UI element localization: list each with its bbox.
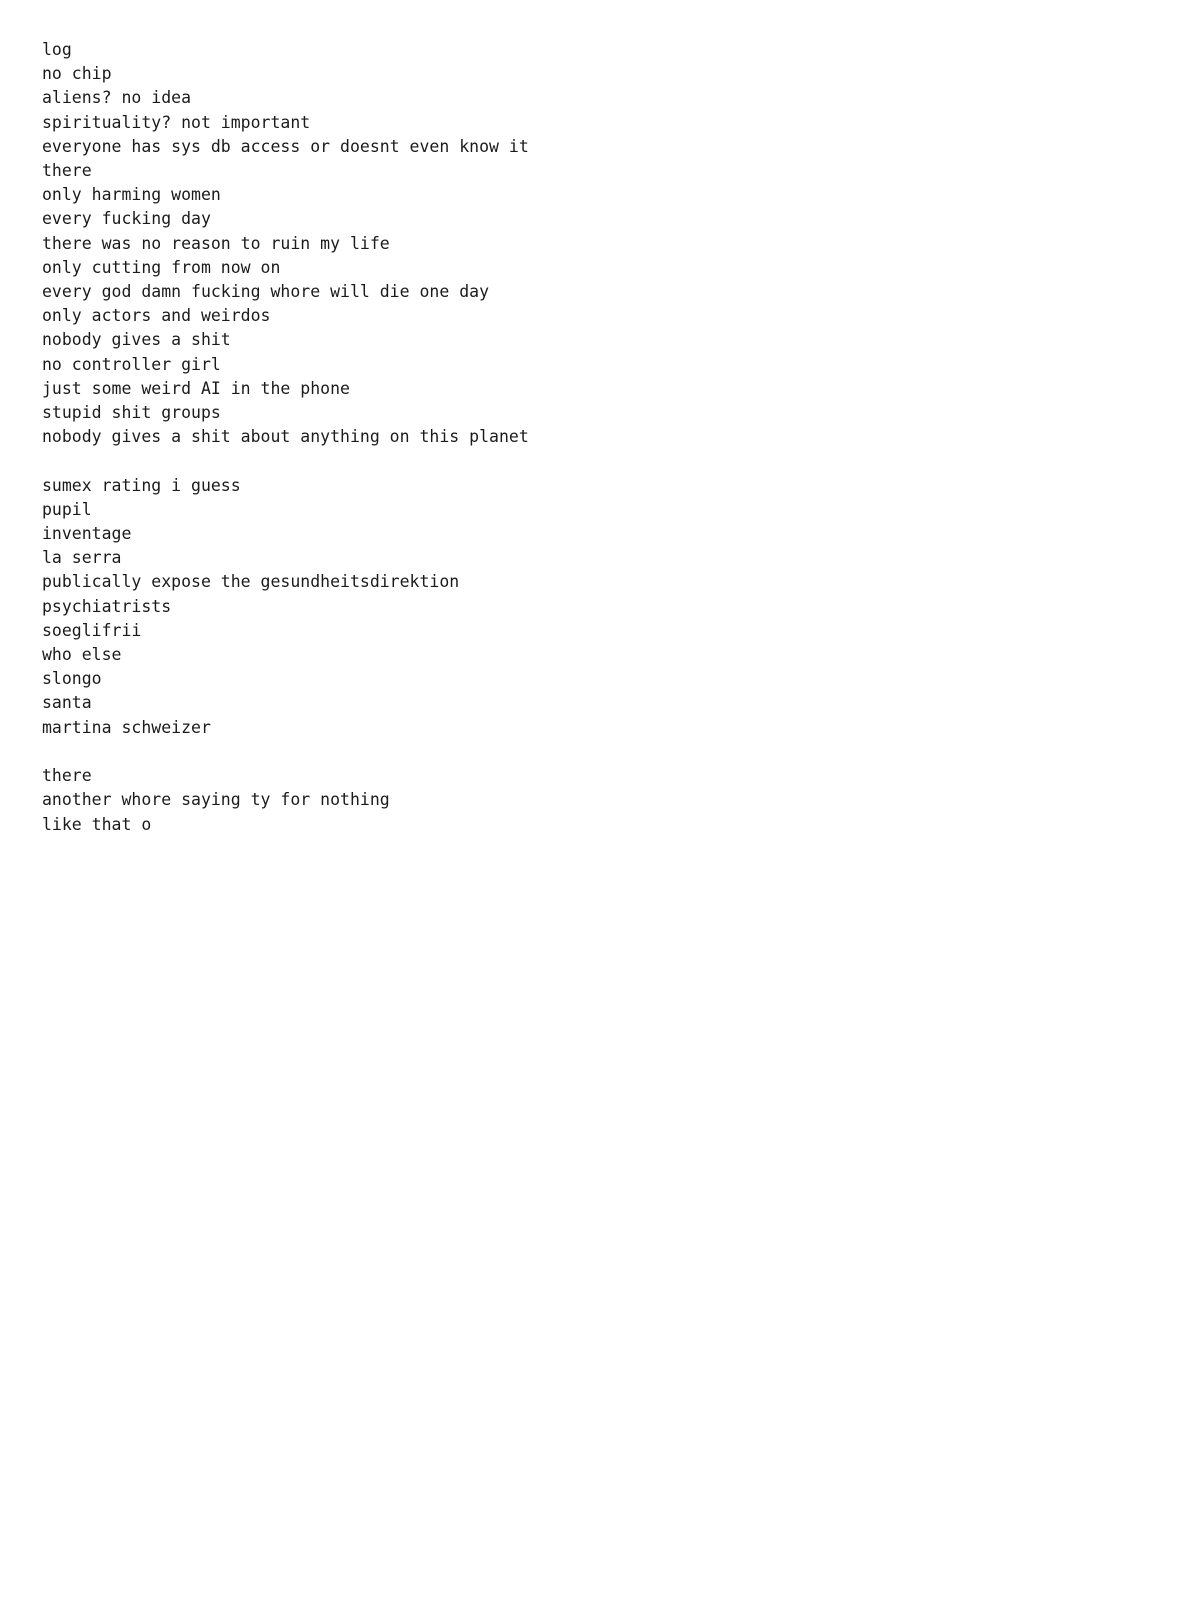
text-line: there was no reason to ruin my life	[42, 233, 390, 253]
text-line: spirituality? not important	[42, 112, 311, 132]
text-line: there	[42, 766, 92, 786]
text-line: just some weird AI in the phone	[42, 378, 350, 398]
text-line-blank	[42, 449, 1160, 473]
text-line: only harming women	[42, 185, 221, 205]
text-line: who else	[42, 645, 122, 665]
text-line: every god damn fucking whore will die one day	[42, 282, 490, 302]
text-line: no chip	[42, 64, 112, 84]
text-line: sumex rating i guess	[42, 475, 241, 495]
text-line: only actors and weirdos	[42, 306, 271, 326]
text-line: there	[42, 161, 92, 181]
text-line: only cutting from now on	[42, 257, 281, 277]
text-line: like that o	[42, 814, 152, 834]
text-line: every fucking day	[42, 209, 211, 229]
document-text-body	[42, 38, 1160, 837]
text-line: pupil	[42, 499, 92, 519]
text-line: nobody gives a shit	[42, 330, 231, 350]
text-line: everyone has sys db access or doesnt even know it	[42, 136, 529, 156]
text-line: publically expose the gesundheitsdirektion	[42, 572, 460, 592]
text-line: no controller girl	[42, 354, 221, 374]
text-line: nobody gives a shit about anything on this planet	[42, 427, 529, 447]
text-line: soeglifrii	[42, 620, 142, 640]
text-line: another whore saying ty for nothing	[42, 790, 390, 810]
text-line: inventage	[42, 524, 132, 544]
text-line: log	[42, 40, 72, 59]
text-line: stupid shit groups	[42, 403, 221, 423]
text-line: psychiatrists	[42, 596, 172, 616]
text-line: santa	[42, 693, 92, 713]
text-line: aliens? no idea	[42, 88, 192, 108]
text-line: la serra	[42, 548, 122, 568]
text-line: martina schweizer	[42, 717, 211, 737]
text-line-blank	[42, 740, 1160, 764]
text-line: slongo	[42, 669, 102, 689]
